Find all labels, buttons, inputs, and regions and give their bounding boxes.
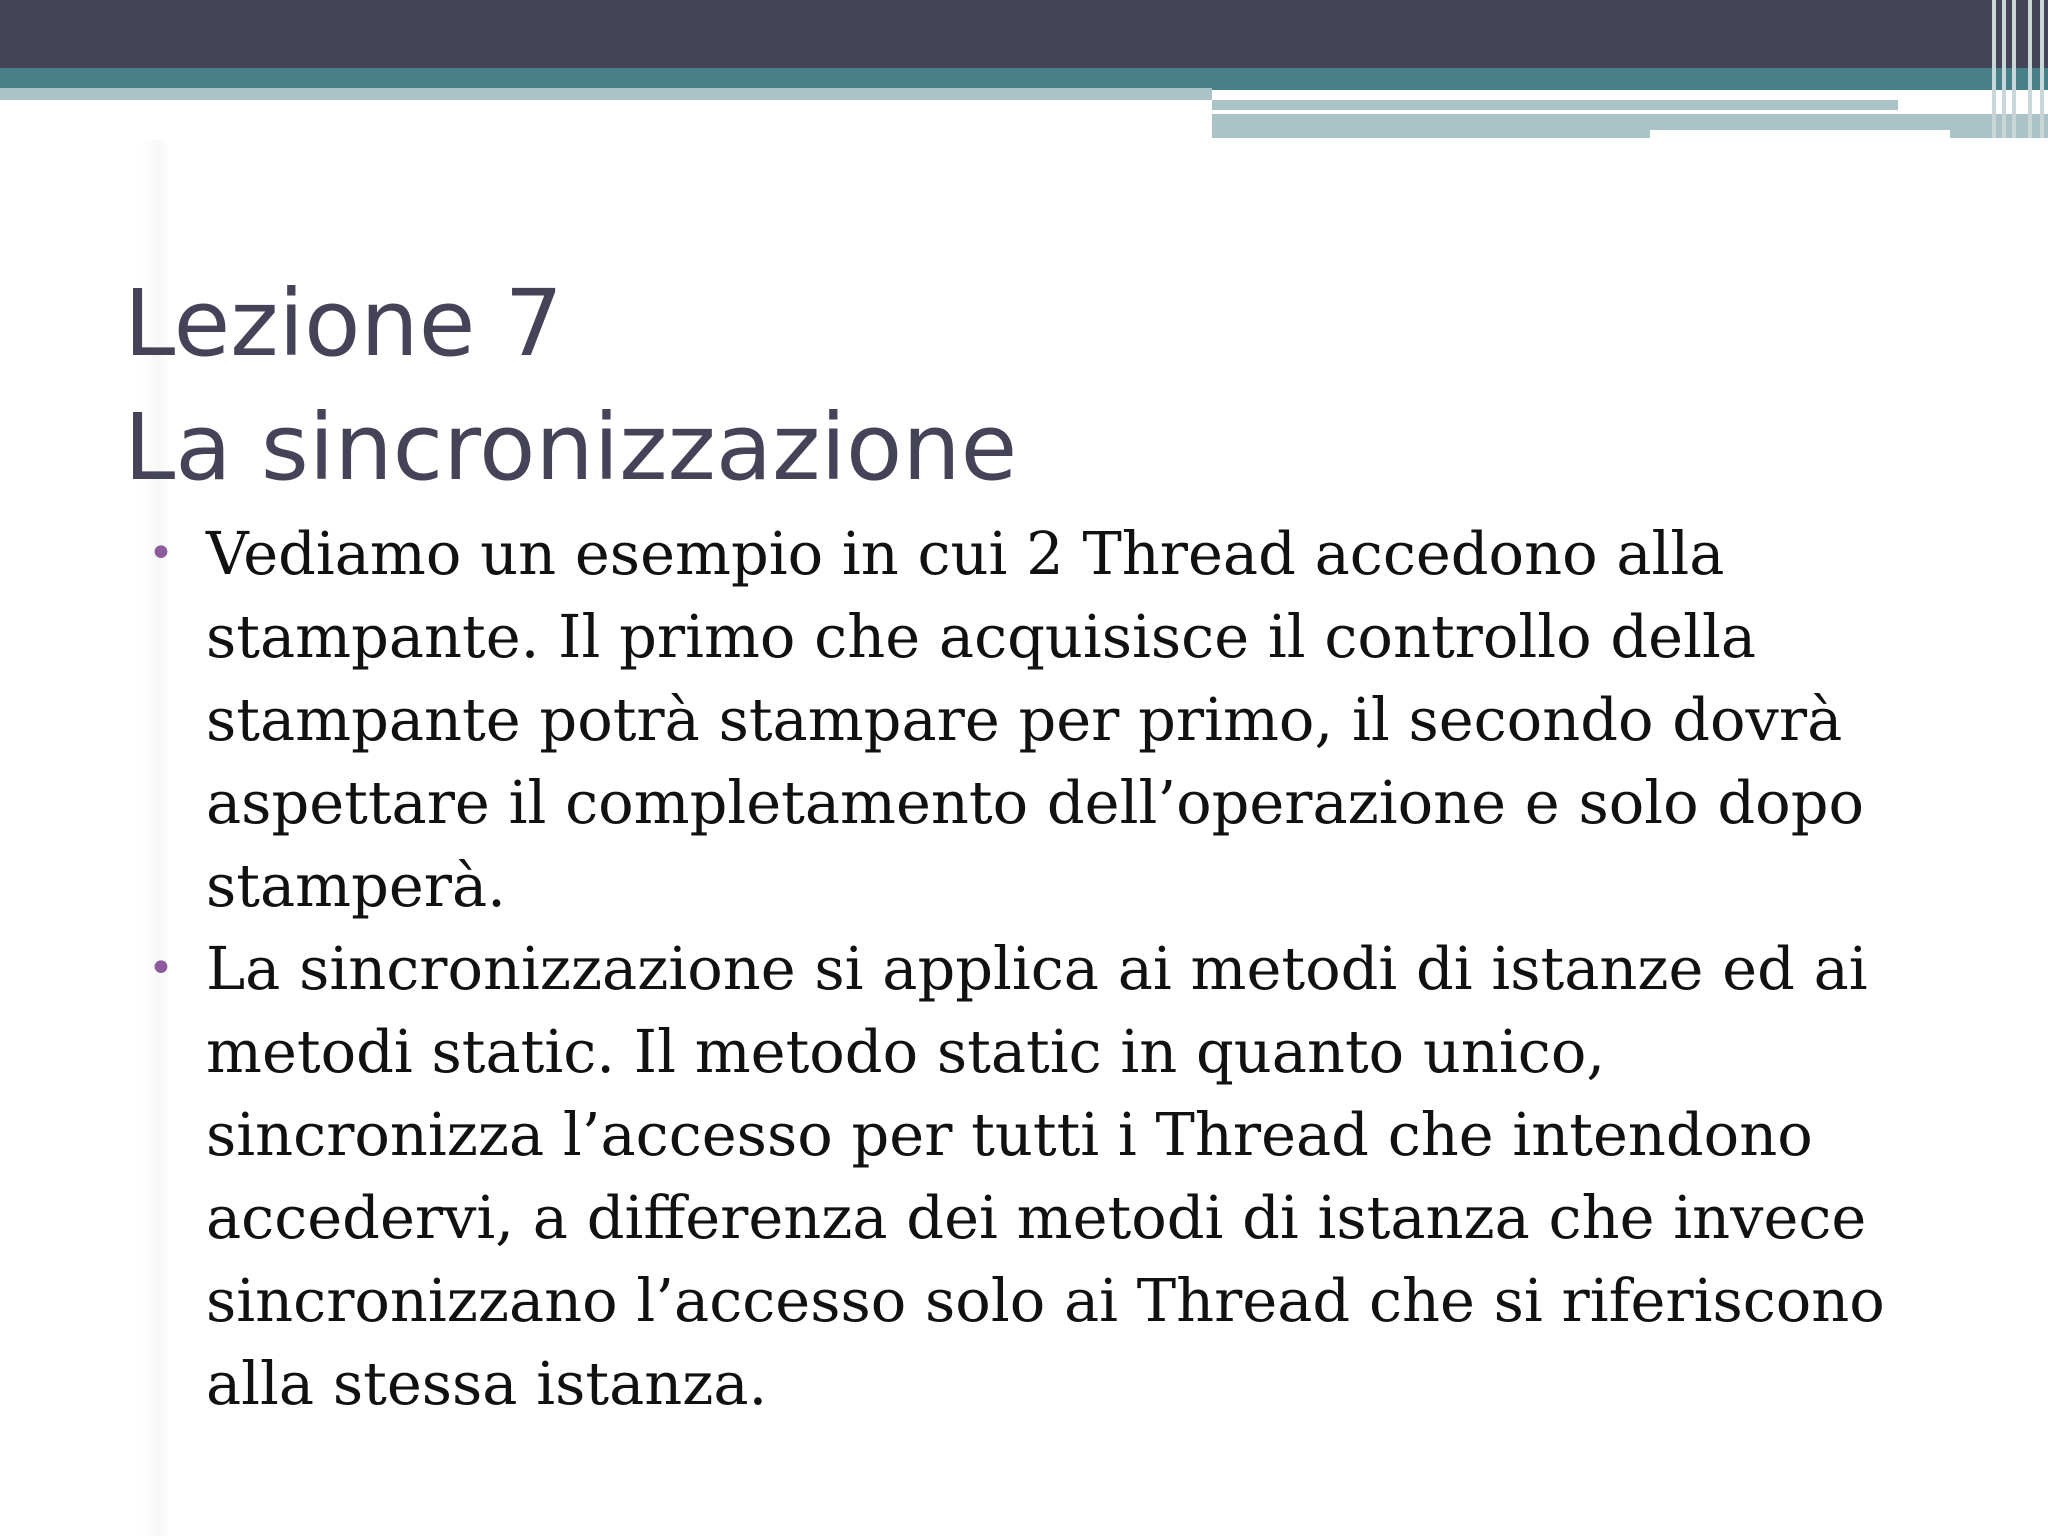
bullet-list — [140, 512, 1940, 1425]
edge-stripes — [1988, 0, 2048, 138]
bullet-line: La sincronizzazione si applica ai metodi di istanze ed ai — [206, 934, 1868, 1003]
bullet-line: aspettare il completamento dell’operazione e solo dopo — [206, 768, 1864, 837]
bullet-line: sincronizzano l’accesso solo ai Thread che si riferiscono — [206, 1266, 1885, 1335]
slide-title-line-2: La sincronizzazione — [124, 394, 1018, 501]
bullet-line: Vediamo un esempio in cui 2 Thread accedono alla — [206, 519, 1725, 588]
header-band-light-left — [0, 88, 1212, 100]
bullet-item — [140, 927, 1940, 1425]
bullet-line: alla stessa istanza. — [206, 1349, 768, 1418]
bullet-item — [140, 512, 1940, 927]
bullet-line: stampante potrà stampare per primo, il secondo dovrà — [206, 685, 1843, 754]
header-band-teal — [0, 68, 2048, 90]
header-band-dark — [0, 0, 2048, 68]
header-band-notch — [1650, 130, 1950, 138]
bullet-line: accedervi, a differenza dei metodi di istanza che invece — [206, 1183, 1867, 1252]
bullet-dot-icon: • — [148, 528, 174, 579]
bullet-dot-icon: • — [148, 943, 174, 994]
slide-title-line-1: Lezione 7 — [124, 270, 564, 377]
bullet-line: sincronizza l’accesso per tutti i Thread che intendono — [206, 1100, 1813, 1169]
bullet-line: metodi static. Il metodo static in quanto unico, — [206, 1017, 1606, 1086]
slide-title — [124, 262, 1824, 510]
bullet-line: stamperà. — [206, 851, 506, 920]
bullet-line: stampante. Il primo che acquisisce il controllo della — [206, 602, 1756, 671]
